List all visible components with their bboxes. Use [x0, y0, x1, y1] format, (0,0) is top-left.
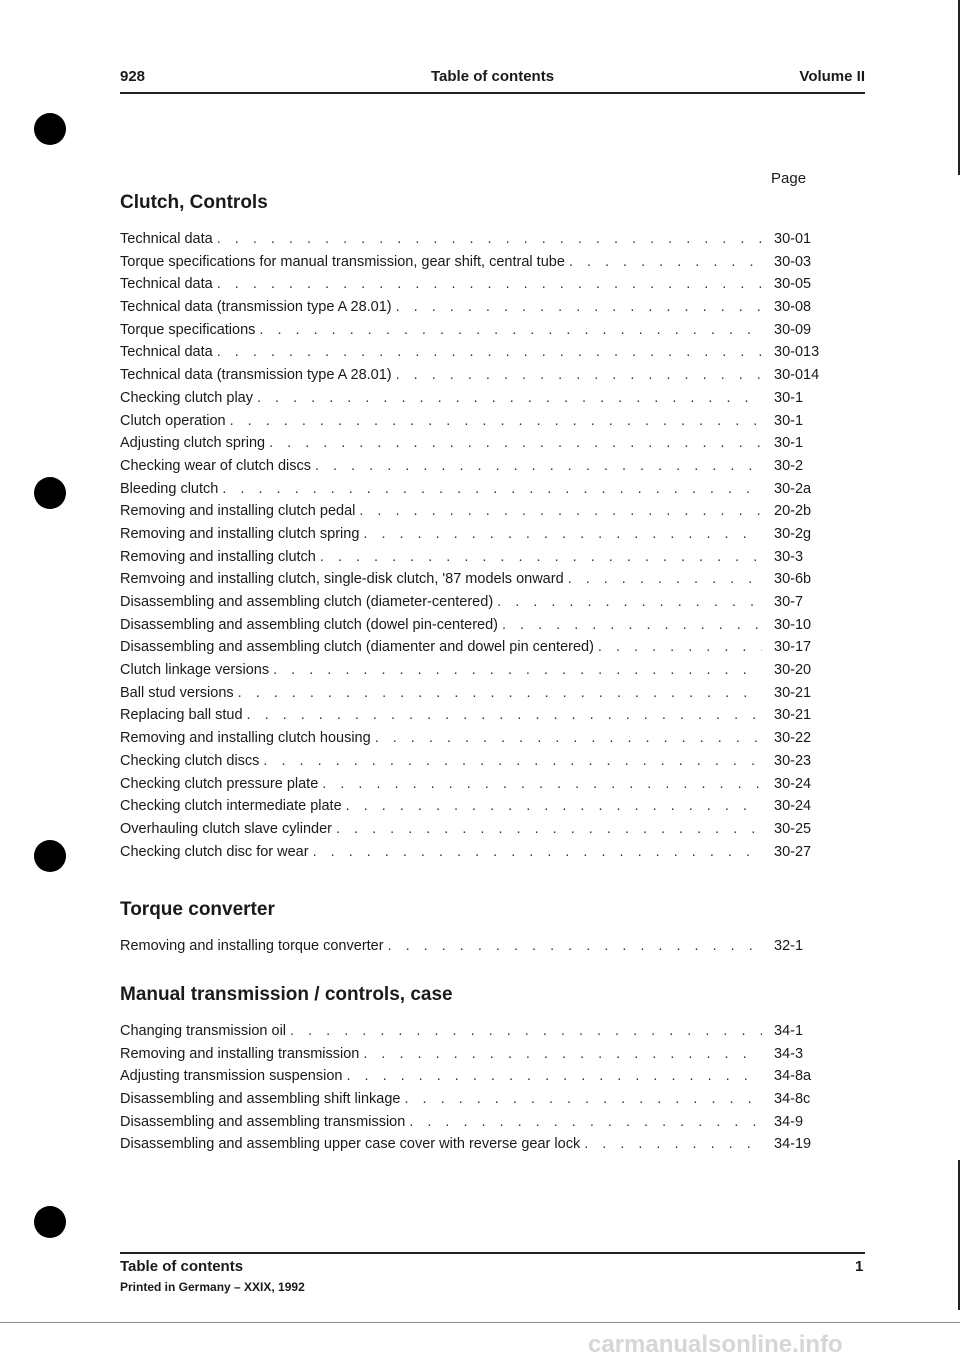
dot-leader [404, 1088, 762, 1111]
toc-entry [120, 795, 840, 818]
dot-leader [217, 273, 762, 296]
toc-entry-page: 30-20 [774, 662, 812, 679]
toc-entry [120, 273, 840, 296]
toc-entry-title: Disassembling and assembling transmission [120, 1113, 406, 1130]
toc-entry [120, 478, 840, 501]
toc-entry-page: 30-013 [774, 344, 820, 361]
toc-entry-title: Checking clutch intermediate plate [120, 798, 342, 815]
toc-entry-title: Checking wear of clutch discs [120, 457, 311, 474]
toc-entry [120, 387, 840, 410]
toc-entry-title: Technical data [120, 344, 213, 361]
toc-entry-page: 30-1 [774, 389, 804, 406]
toc-entry-page: 30-17 [774, 639, 812, 656]
dot-leader [217, 341, 762, 364]
header-title: Table of contents [430, 68, 555, 85]
toc-entry-page: 30-03 [774, 253, 812, 270]
toc-entry [120, 614, 840, 637]
toc-entry-page: 30-3 [774, 548, 804, 565]
toc-entry-title: Overhauling clutch slave cylinder [120, 820, 332, 837]
toc-entry-title: Removing and installing clutch pedal [120, 503, 356, 520]
page-header [120, 66, 865, 92]
toc-entry [120, 410, 840, 433]
toc-entry [120, 750, 840, 773]
section-title: Manual transmission / controls, case [120, 984, 453, 1005]
toc-entry [120, 228, 840, 251]
toc-entry-title: Disassembling and assembling clutch (diameter-centered) [120, 594, 494, 610]
dot-leader [375, 727, 762, 750]
toc-entry-title: Clutch operation [120, 412, 226, 429]
binder-hole [34, 113, 66, 145]
dot-leader [598, 636, 762, 659]
binder-hole [34, 1206, 66, 1238]
toc-entry [120, 659, 840, 682]
header-volume: Volume II [799, 68, 865, 85]
dot-leader [315, 455, 762, 478]
toc-entry-title: Removing and installing clutch spring [120, 525, 360, 542]
toc-entry [120, 1133, 840, 1156]
toc-entry-page: 30-22 [774, 730, 812, 747]
toc-entry-title: Bleeding clutch [120, 480, 219, 497]
toc-entry-page: 34-19 [774, 1136, 812, 1153]
toc-section-clutch-controls [120, 190, 840, 863]
toc-entry [120, 1043, 840, 1066]
section-title: Clutch, Controls [120, 192, 268, 213]
toc-entry-title: Technical data (transmission type A 28.01) [120, 299, 392, 316]
toc-entry [120, 364, 840, 387]
toc-entry-title: Adjusting clutch spring [120, 435, 266, 452]
section-title: Torque converter [120, 899, 275, 920]
toc-entry-title: Checking clutch discs [120, 752, 260, 769]
dot-leader [259, 319, 762, 342]
dot-leader [322, 773, 762, 796]
toc-entry-title: Checking clutch pressure plate [120, 775, 319, 792]
dot-leader [313, 841, 762, 864]
toc-entry-title: Ball stud versions [120, 684, 234, 701]
toc-entry-page: 30-21 [774, 707, 812, 724]
dot-leader [247, 704, 762, 727]
toc-section-torque-converter [120, 897, 840, 958]
dot-leader [502, 614, 762, 637]
toc-entry-title: Clutch linkage versions [120, 662, 270, 679]
toc-entry-page: 30-09 [774, 321, 812, 338]
toc-entry [120, 568, 840, 591]
footer-page-number: 1 [855, 1258, 864, 1275]
toc-entry [120, 1065, 840, 1088]
toc-entry [120, 1088, 840, 1111]
dot-leader [230, 410, 762, 433]
footer-rule [120, 1252, 865, 1254]
toc-entry [120, 591, 840, 614]
toc-entry-title: Removing and installing clutch housing [120, 730, 371, 747]
toc-entry-title: Checking clutch play [120, 389, 253, 406]
dot-leader [257, 387, 762, 410]
dot-leader [497, 591, 762, 614]
toc-entry-title: Disassembling and assembling clutch (dowel pin-centered) [120, 616, 498, 633]
toc-entry-title: Remvoing and installing clutch, single-disk clutch, '87 models onward [120, 571, 564, 588]
toc-entry [120, 523, 840, 546]
toc-entry [120, 1020, 840, 1043]
binder-hole [34, 840, 66, 872]
toc-entry-page: 34-3 [774, 1045, 804, 1062]
toc-entry [120, 773, 840, 796]
toc-entry [120, 935, 840, 958]
dot-leader [290, 1020, 762, 1043]
watermark: carmanualsonline.info [588, 1331, 843, 1358]
dot-leader [363, 1043, 762, 1066]
toc-entry-title: Disassembling and assembling clutch (diamenter and dowel pin centered) [120, 639, 594, 656]
toc-entry-page: 30-1 [774, 412, 804, 429]
toc-entry-page: 20-2b [774, 503, 812, 520]
toc-entry-title: Technical data (transmission type A 28.01) [120, 367, 392, 384]
toc-entry-page: 30-27 [774, 843, 812, 860]
toc-entry-page: 30-21 [774, 684, 812, 701]
toc-entry-title: Torque specifications [120, 321, 256, 338]
dot-leader [217, 228, 762, 251]
dot-leader [346, 1065, 762, 1088]
dot-leader [396, 296, 762, 319]
dot-leader [346, 795, 762, 818]
toc-entry [120, 432, 840, 455]
toc-entry [120, 296, 840, 319]
toc-entry-title: Removing and installing clutch [120, 548, 316, 565]
toc-entry-title: Disassembling and assembling upper case cover with reverse gear lock [120, 1136, 581, 1153]
binder-hole [34, 477, 66, 509]
toc-section-manual-transmission [120, 982, 840, 1156]
toc-entry [120, 682, 840, 705]
dot-leader [269, 432, 762, 455]
toc-entry [120, 1111, 840, 1134]
footer-printed: Printed in Germany – XXIX, 1992 [120, 1280, 305, 1294]
dot-leader [336, 818, 762, 841]
dot-leader [238, 682, 762, 705]
toc-entry-page: 30-10 [774, 616, 812, 633]
toc-entry [120, 546, 840, 569]
toc-entry [120, 841, 840, 864]
dot-leader [584, 1133, 762, 1156]
toc-entry-title: Torque specifications for manual transmission, gear shift, central tube [120, 253, 565, 270]
dot-leader [409, 1111, 762, 1134]
toc-entry-page: 30-08 [774, 299, 812, 316]
toc-entry-page: 34-8a [774, 1068, 812, 1085]
toc-entry-title: Adjusting transmission suspension [120, 1068, 343, 1085]
dot-leader [396, 364, 762, 387]
toc-entry-title: Changing transmission oil [120, 1023, 287, 1039]
toc-entry [120, 636, 840, 659]
scan-edge-line [0, 1322, 960, 1323]
toc-entry-page: 30-23 [774, 752, 812, 769]
page-column-label: Page [771, 170, 807, 187]
toc-entry-page: 32-1 [774, 938, 804, 954]
toc-entry-title: Replacing ball stud [120, 707, 243, 724]
dot-leader [359, 500, 762, 523]
toc-entry [120, 251, 840, 274]
footer-title: Table of contents [120, 1258, 244, 1275]
toc-entry [120, 500, 840, 523]
toc-entry-page: 30-1 [774, 435, 804, 452]
toc-entry-title: Removing and installing torque converter [120, 938, 384, 954]
toc-entry [120, 727, 840, 750]
toc-entry [120, 455, 840, 478]
toc-entry-page: 30-2a [774, 480, 812, 497]
dot-leader [568, 568, 762, 591]
header-rule [120, 92, 865, 94]
toc-entry-title: Technical data [120, 231, 213, 247]
toc-entry [120, 319, 840, 342]
header-model: 928 [120, 68, 146, 85]
dot-leader [320, 546, 762, 569]
toc-entry [120, 704, 840, 727]
toc-entry [120, 818, 840, 841]
toc-entry-title: Technical data [120, 276, 213, 293]
toc-entry-page: 30-05 [774, 276, 812, 293]
toc-entry-page: 30-24 [774, 798, 812, 815]
toc-entry-page: 30-7 [774, 594, 804, 610]
toc-entry-page: 34-1 [774, 1023, 804, 1039]
toc-entry-title: Disassembling and assembling shift linkage [120, 1091, 401, 1108]
toc-entry-title: Removing and installing transmission [120, 1045, 360, 1062]
dot-leader [263, 750, 762, 773]
toc-entry-page: 30-25 [774, 820, 812, 837]
dot-leader [569, 251, 762, 274]
dot-leader [388, 935, 762, 958]
toc-entry-page: 30-2 [774, 457, 804, 474]
toc-entry-page: 30-2g [774, 525, 812, 542]
toc-entry-page: 30-014 [774, 367, 820, 384]
toc-entry-title: Checking clutch disc for wear [120, 843, 309, 860]
toc-entry-page: 30-6b [774, 571, 812, 588]
toc-entry-page: 34-9 [774, 1113, 804, 1130]
dot-leader [222, 478, 762, 501]
toc-entry-page: 30-24 [774, 775, 812, 792]
toc-entry-page: 30-01 [774, 231, 812, 247]
toc-entry-page: 34-8c [774, 1091, 811, 1108]
dot-leader [363, 523, 762, 546]
toc-entry [120, 341, 840, 364]
dot-leader [273, 659, 762, 682]
